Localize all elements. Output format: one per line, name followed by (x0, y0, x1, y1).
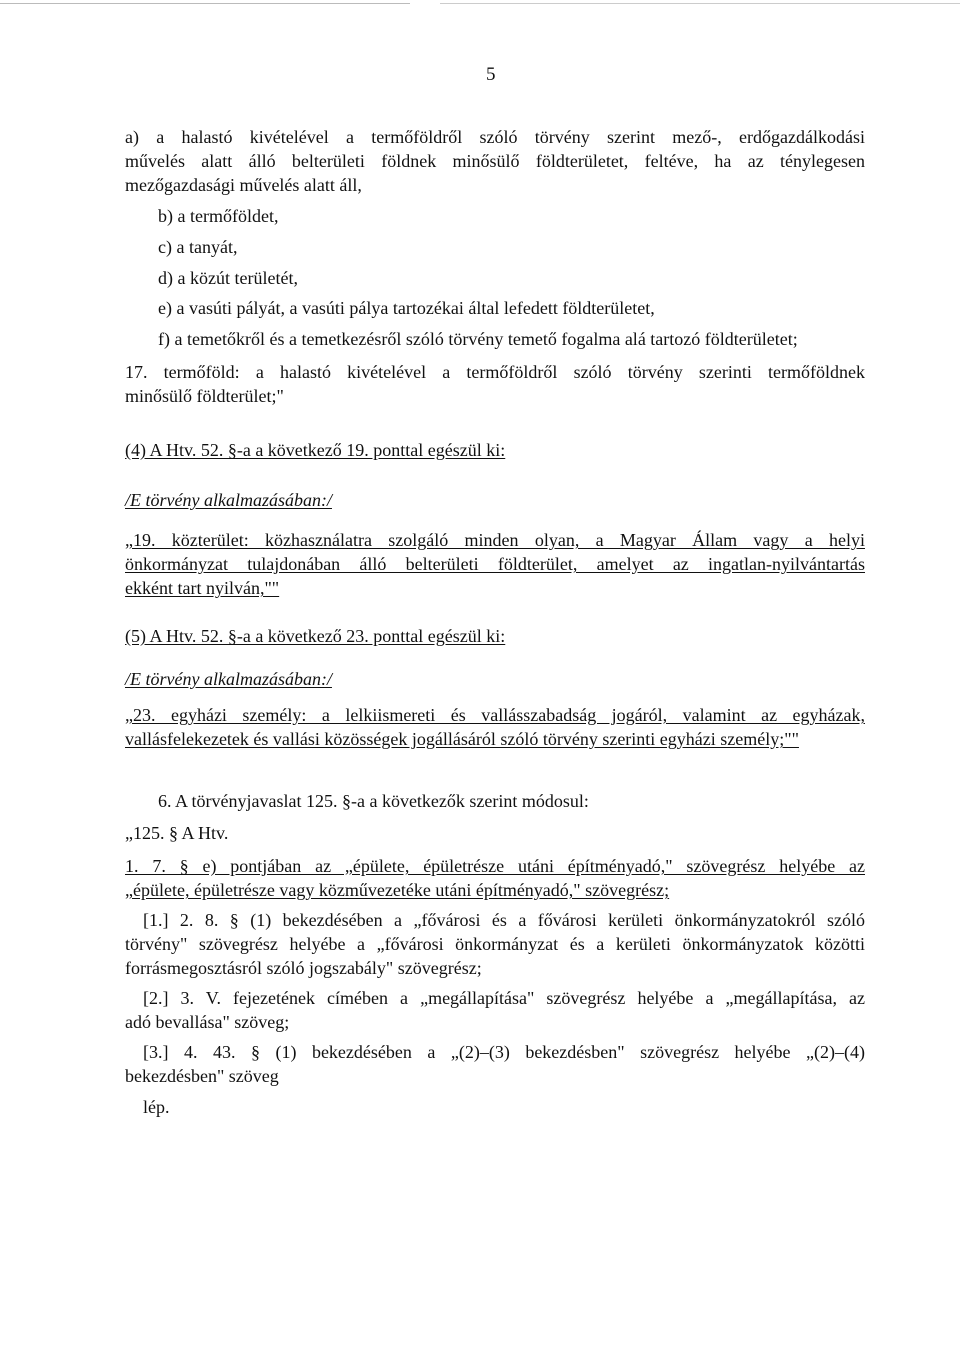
point-23-line-1: „23. egyházi személy: a lelkiismereti és vallásszabadság jogáról, valamint az egyházak, (125, 705, 865, 725)
item-e: e) a vasúti pályát, a vasúti pálya tartozékai által lefedett földterületet, (158, 298, 655, 318)
page-number: 5 (486, 64, 496, 85)
scan-edge-line (0, 3, 410, 4)
point-19-line-1: „19. közterület: közhasználatra szolgáló minden olyan, a Magyar Állam vagy a helyi (125, 530, 865, 550)
closing-word: lép. (143, 1097, 170, 1117)
change-4-line-1: [3.] 4. 43. § (1) bekezdésében a „(2)–(3) bekezdésben" szövegrész helyébe „(2)–(4) (143, 1042, 865, 1062)
scan-edge-line (440, 3, 960, 4)
context-note-2: /E törvény alkalmazásában:/ (125, 669, 332, 689)
point-19-line-3: ekként tart nyilván,"" (125, 578, 280, 598)
change-4-line-2: bekezdésben" szöveg (125, 1066, 279, 1086)
point-17-line-2: minősülő földterület;" (125, 386, 284, 406)
item-f: f) a temetőkről és a temetkezésről szóló törvény temető fogalma alá tartozó földterületet; (158, 329, 798, 349)
point-17-line-1: 17. termőföld: a halastó kivételével a termőföldről szóló törvény szerinti termőföldnek (125, 362, 865, 382)
context-note-1: /E törvény alkalmazásában:/ (125, 490, 332, 510)
item-a-line-1: a) a halastó kivételével a termőföldről szóló törvény szerint mező-, erdőgazdálkodási (125, 127, 865, 147)
change-1-line-1: 1. 7. § e) pontjában az „épülete, épületrésze utáni építményadó," szövegrész helyébe az (125, 856, 865, 876)
item-c: c) a tanyát, (158, 237, 238, 257)
item-b: b) a termőföldet, (158, 206, 279, 226)
change-2-line-3: forrásmegosztásról szóló jogszabály" szövegrész; (125, 958, 482, 978)
amendment-heading-4: (4) A Htv. 52. §-a a következő 19. ponttal egészül ki: (125, 440, 506, 460)
item-a-line-2: művelés alatt álló belterületi földnek minősülő földterületet, feltéve, ha az ténylegesen (125, 151, 865, 171)
item-d: d) a közút területét, (158, 268, 298, 288)
section-6-heading: 6. A törvényjavaslat 125. §-a a következők szerint módosul: (158, 791, 589, 811)
amendment-heading-5: (5) A Htv. 52. §-a a következő 23. ponttal egészül ki: (125, 626, 506, 646)
point-23-line-2: vallásfelekezetek és vallási közösségek jogállásáról szóló törvény szerinti egyházi személy;"" (125, 729, 799, 749)
change-2-line-2: törvény" szövegrész helyébe a „fővárosi önkormányzat és a kerületi önkormányzatok közötti (125, 934, 865, 954)
change-2-line-1: [1.] 2. 8. § (1) bekezdésében a „fővárosi és a fővárosi kerületi önkormányzatokról szóló (143, 910, 865, 930)
point-19-line-2: önkormányzat tulajdonában álló belterületi földterület, amelyet az ingatlan-nyilvántartás (125, 554, 865, 574)
item-a-line-3: mezőgazdasági művelés alatt áll, (125, 175, 362, 195)
section-125-intro: „125. § A Htv. (125, 823, 229, 843)
change-3-line-2: adó bevallása" szöveg; (125, 1012, 290, 1032)
change-1-line-2: „épülete, épületrésze vagy közművezetéke utáni építményadó," szövegrész; (125, 880, 670, 900)
change-3-line-1: [2.] 3. V. fejezetének címében a „megállapítása" szövegrész helyébe a „megállapítása, az (143, 988, 865, 1008)
